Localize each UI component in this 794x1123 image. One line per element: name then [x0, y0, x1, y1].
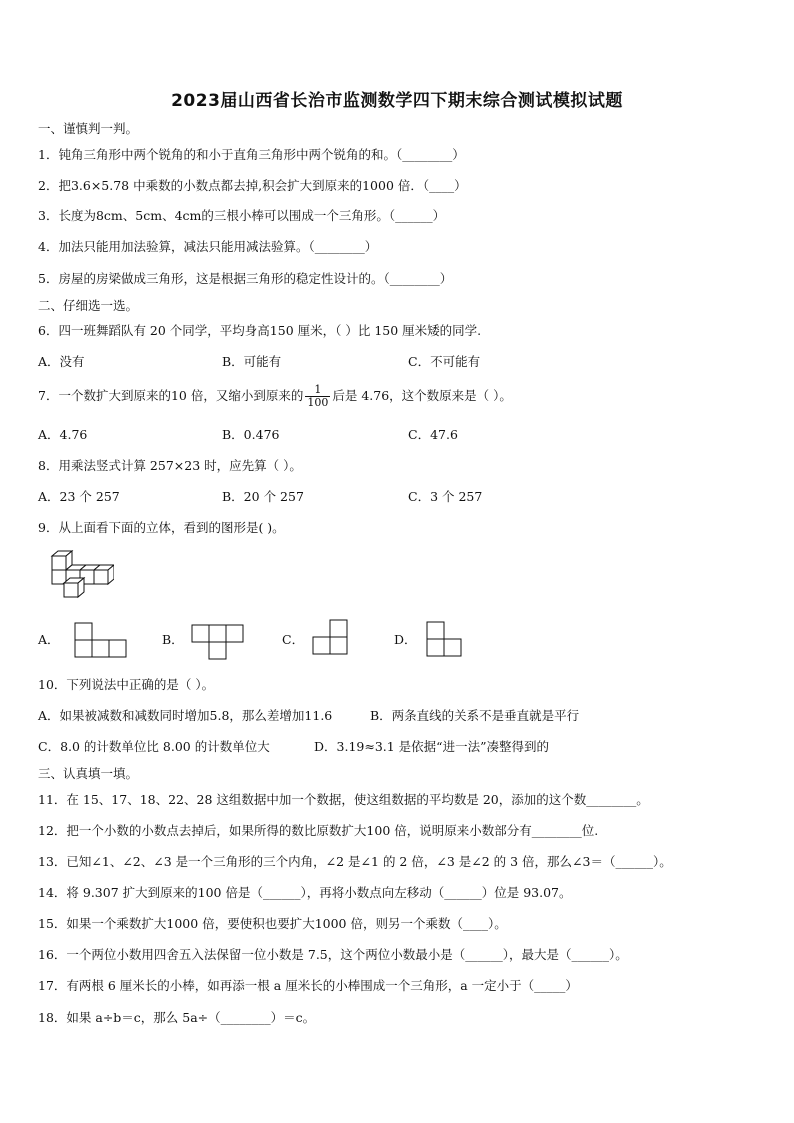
question-2: 2．把3.6×5.78 中乘数的小数点都去掉,积会扩大到原来的1000 倍．（____）	[38, 178, 467, 193]
option-b: B．两条直线的关系不是垂直就是平行	[370, 708, 580, 723]
question-18: 18．如果 a÷b＝c，那么 5a÷（________）＝c。	[38, 1010, 316, 1025]
question-9-option-a: A．	[38, 632, 60, 647]
page-title: 2023届山西省长治市监测数学四下期末综合测试模拟试题	[171, 91, 623, 111]
question-7-text: 7．一个数扩大到原来的10 倍，又缩小到原来的	[38, 388, 304, 403]
question-9-option-d: D．	[394, 632, 417, 647]
cube-stack-figure	[50, 550, 114, 602]
fraction	[305, 384, 330, 409]
view-option-b-shape	[191, 624, 245, 660]
question-12: 12．把一个小数的小数点去掉后，如果所得的数比原数扩大100 倍，说明原来小数部分有________位.	[38, 823, 599, 838]
question-9-option-c: C．	[282, 632, 305, 647]
question-5: 5．房屋的房梁做成三角形，这是根据三角形的稳定性设计的。（________）	[38, 271, 453, 286]
option-a: A．4.76	[38, 427, 88, 442]
option-c: C．47.6	[408, 427, 458, 442]
option-d: D．3.19≈3.1 是依据“进一法”凑整得到的	[314, 739, 549, 754]
section-2-heading: 二、仔细选一选。	[38, 298, 139, 313]
option-c: C．8.0 的计数单位比 8.00 的计数单位大	[38, 739, 270, 754]
view-option-d-shape	[426, 621, 464, 657]
option-a: A．没有	[38, 354, 85, 369]
fraction-numerator: 1	[305, 384, 330, 397]
section-1-heading: 一、谨慎判一判。	[38, 121, 139, 136]
question-9-option-b: B．	[162, 632, 184, 647]
view-option-a-shape	[74, 622, 128, 658]
option-a: A．23 个 257	[38, 489, 120, 504]
question-3: 3．长度为8cm、5cm、4cm的三根小棒可以围成一个三角形。（______）	[38, 208, 446, 223]
question-8: 8．用乘法竖式计算 257×23 时，应先算（ ）。	[38, 458, 302, 473]
question-10: 10．下列说法中正确的是（ ）。	[38, 677, 215, 692]
question-4: 4．加法只能用加法验算，减法只能用减法验算。（________）	[38, 239, 378, 254]
question-7-text-end: 后是 4.76，这个数原来是（ ）。	[332, 388, 512, 403]
view-option-c-shape	[312, 619, 350, 655]
question-6: 6．四一班舞蹈队有 20 个同学，平均身高150 厘米，（ ）比 150 厘米矮的同学.	[38, 323, 482, 338]
option-b: B．20 个 257	[222, 489, 304, 504]
option-a: A．如果被减数和减数同时增加5.8，那么差增加11.6	[38, 708, 333, 723]
question-15: 15．如果一个乘数扩大1000 倍，要使积也要扩大1000 倍，则另一个乘数（____）。	[38, 916, 507, 931]
option-c: C．3 个 257	[408, 489, 483, 504]
question-17: 17．有两根 6 厘米长的小棒，如再添一根 a 厘米长的小棒围成一个三角形，a 一定小于（_____）	[38, 978, 578, 993]
question-14: 14．将 9.307 扩大到原来的100 倍是（______），再将小数点向左移动（______）位是 93.07。	[38, 885, 572, 900]
option-b: B．0.476	[222, 427, 280, 442]
question-9: 9．从上面看下面的立体，看到的图形是( )。	[38, 520, 285, 535]
fraction-denominator: 100	[307, 396, 329, 409]
question-16: 16．一个两位小数用四舍五入法保留一位小数是 7.5，这个两位小数最小是（______），最大是（______）。	[38, 947, 628, 962]
question-1: 1．钝角三角形中两个锐角的和小于直角三角形中两个锐角的和。（________）	[38, 147, 465, 162]
option-c: C．不可能有	[408, 354, 481, 369]
question-11: 11．在 15、17、18、22、28 这组数据中加一个数据，使这组数据的平均数是 20，添加的这个数________。	[38, 792, 649, 807]
section-3-heading: 三、认真填一填。	[38, 766, 139, 781]
option-b: B．可能有	[222, 354, 282, 369]
question-7	[38, 380, 512, 412]
question-13: 13．已知∠1、∠2、∠3 是一个三角形的三个内角，∠2 是∠1 的 2 倍，∠3 是∠2 的 3 倍，那么∠3＝（______）。	[38, 854, 672, 869]
